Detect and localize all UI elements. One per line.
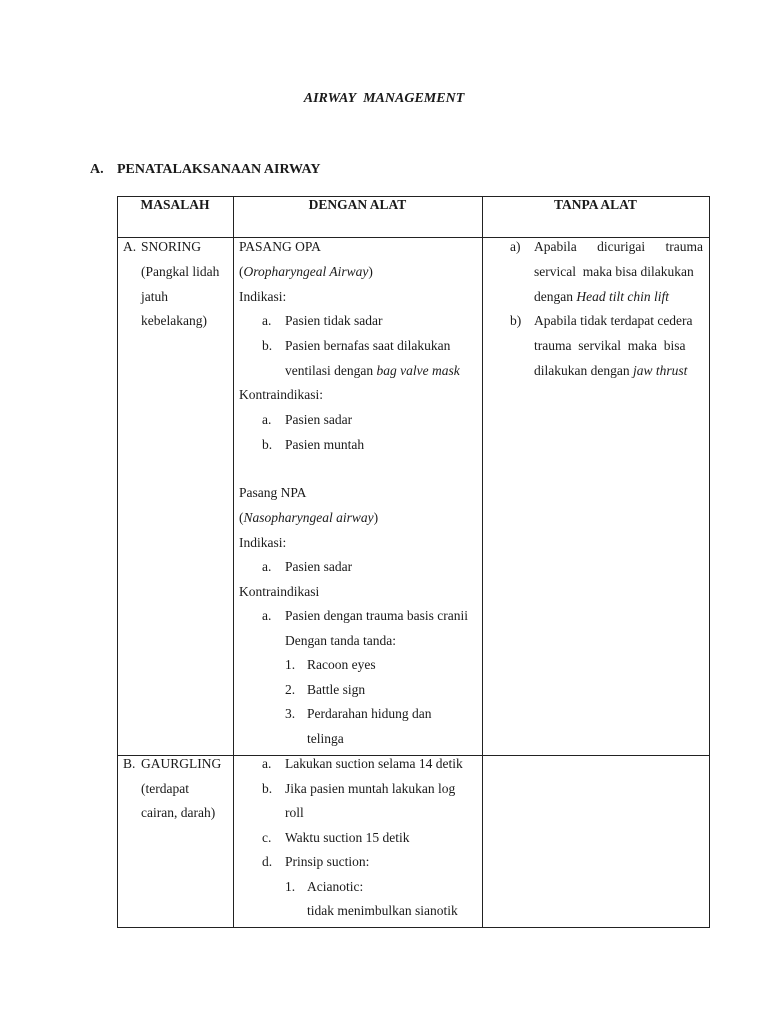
- header-tanpa-alat: TANPA ALAT: [554, 197, 637, 212]
- tanpa-b-line2: trauma servikal maka bisa: [534, 338, 686, 353]
- list-marker: 3.: [285, 706, 296, 721]
- npa-indikasi-a: Pasien sadar: [285, 559, 353, 574]
- npa-sign-1: Racoon eyes: [307, 657, 376, 672]
- suction-d: Prinsip suction:: [285, 854, 370, 869]
- list-marker: 1.: [285, 879, 296, 894]
- list-marker: a.: [262, 608, 272, 623]
- npa-kontra-a-cont: Dengan tanda tanda:: [285, 633, 396, 648]
- opa-indikasi-b-cont: ventilasi dengan bag valve mask: [285, 363, 460, 378]
- suction-d1-cont: tidak menimbulkan sianotik: [307, 903, 458, 918]
- row1-problem-line2: (Pangkal lidah: [141, 264, 220, 279]
- row1-letter: A.: [123, 239, 137, 254]
- tanpa-a-line2: servical maka bisa dilakukan: [534, 264, 694, 279]
- list-marker: a.: [262, 412, 272, 427]
- list-marker: b.: [262, 781, 273, 796]
- suction-b-cont: roll: [285, 805, 304, 820]
- row2-problem-line2: (terdapat: [141, 781, 189, 796]
- table-border-bottom: [117, 927, 710, 928]
- list-marker: b.: [262, 338, 273, 353]
- list-marker: b.: [262, 437, 273, 452]
- tanpa-a-line3: dengan Head tilt chin lift: [534, 289, 669, 304]
- opa-kontra-a: Pasien sadar: [285, 412, 353, 427]
- npa-indikasi-label: Indikasi:: [239, 535, 287, 550]
- opa-indikasi-label: Indikasi:: [239, 289, 287, 304]
- list-marker: a.: [262, 313, 272, 328]
- suction-d1: Acianotic:: [307, 879, 364, 894]
- list-marker: a.: [262, 559, 272, 574]
- tanpa-b-line1: Apabila tidak terdapat cedera: [534, 313, 693, 328]
- row1-problem-line3: jatuh: [141, 289, 168, 304]
- table-col-divider-1: [233, 196, 234, 928]
- list-marker: 2.: [285, 682, 296, 697]
- npa-full-name: (Nasopharyngeal airway): [239, 510, 379, 525]
- npa-sign-3: Perdarahan hidung dan: [307, 706, 432, 721]
- table-border-right: [709, 196, 710, 928]
- suction-c: Waktu suction 15 detik: [285, 830, 410, 845]
- list-marker: c.: [262, 830, 272, 845]
- opa-kontra-b: Pasien muntah: [285, 437, 365, 452]
- table-border-left: [117, 196, 118, 928]
- row1-problem-name: SNORING: [141, 239, 202, 254]
- table-header-divider: [117, 237, 710, 238]
- tanpa-b-line3: dilakukan dengan jaw thrust: [534, 363, 688, 378]
- npa-kontra-a: Pasien dengan trauma basis cranii: [285, 608, 468, 623]
- tanpa-a-line1: Apabila dicurigai trauma: [534, 239, 703, 254]
- row2-problem-name: GAURGLING: [141, 756, 222, 771]
- list-marker: d.: [262, 854, 273, 869]
- list-marker: 1.: [285, 657, 296, 672]
- list-marker: a.: [262, 756, 272, 771]
- npa-title: Pasang NPA: [239, 485, 307, 500]
- header-dengan-alat: DENGAN ALAT: [308, 197, 407, 212]
- opa-indikasi-b: Pasien bernafas saat dilakukan: [285, 338, 451, 353]
- suction-a: Lakukan suction selama 14 detik: [285, 756, 463, 771]
- opa-full-name: (Oropharyngeal Airway): [239, 264, 373, 279]
- npa-kontra-label: Kontraindikasi: [239, 584, 320, 599]
- section-title: PENATALAKSANAAN AIRWAY: [117, 162, 321, 177]
- table-col-divider-2: [482, 196, 483, 928]
- page-title: AIRWAY MANAGEMENT: [303, 91, 465, 106]
- row2-letter: B.: [123, 756, 136, 771]
- section-number: A.: [90, 162, 104, 177]
- npa-sign-3-cont: telinga: [307, 731, 344, 746]
- suction-b: Jika pasien muntah lakukan log: [285, 781, 456, 796]
- header-masalah: MASALAH: [140, 197, 210, 212]
- opa-title: PASANG OPA: [239, 239, 321, 254]
- opa-kontra-label: Kontraindikasi:: [239, 387, 323, 402]
- row1-problem-line4: kebelakang): [141, 313, 207, 328]
- opa-indikasi-a: Pasien tidak sadar: [285, 313, 383, 328]
- list-marker: a): [510, 239, 521, 254]
- npa-sign-2: Battle sign: [307, 682, 366, 697]
- list-marker: b): [510, 313, 522, 328]
- row2-problem-line3: cairan, darah): [141, 805, 216, 820]
